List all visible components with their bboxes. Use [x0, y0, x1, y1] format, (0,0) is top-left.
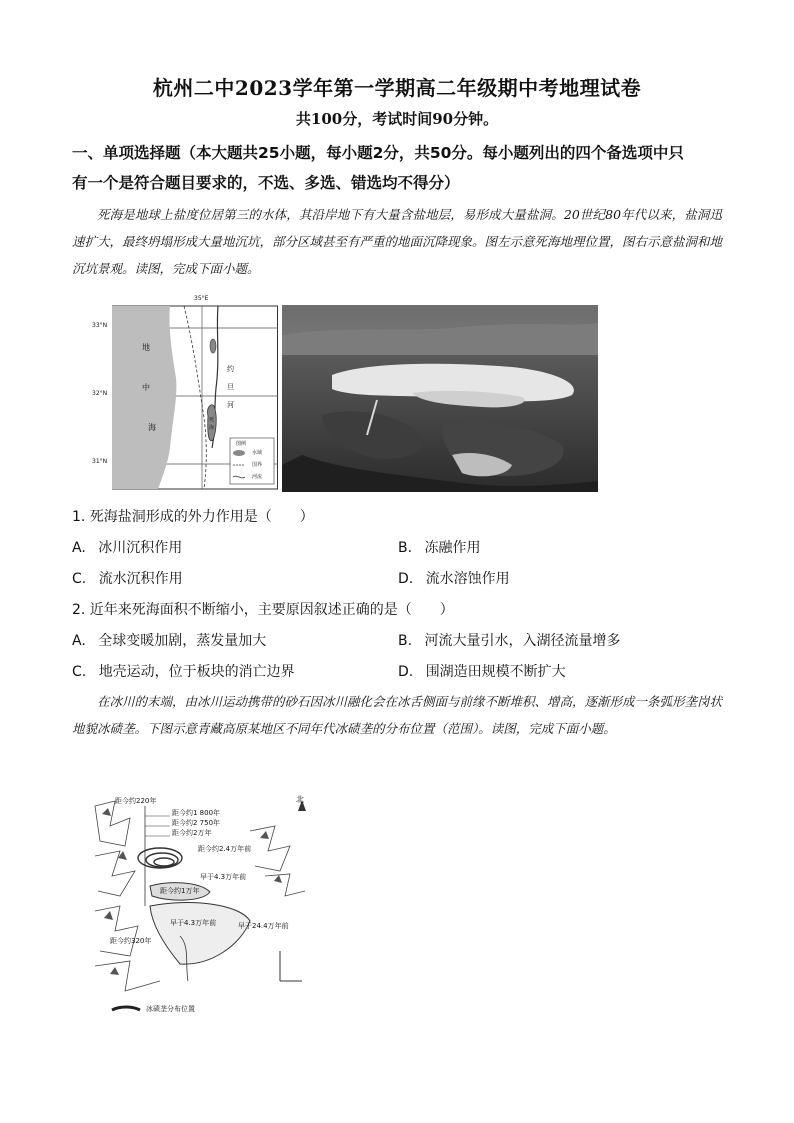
- legend-border: 国界: [252, 462, 263, 468]
- dead-sea-map: [92, 295, 278, 490]
- option-letter: A.: [72, 633, 86, 649]
- lat-label-31: 31°N: [92, 458, 108, 465]
- option-letter: C.: [72, 664, 87, 680]
- north-arrow-icon: 北: [296, 795, 304, 804]
- option-text: 流水溶蚀作用: [425, 571, 510, 587]
- moraine-label-1800: 距今约1 800年: [172, 809, 221, 817]
- lat-label-32: 32°N: [92, 390, 108, 397]
- section-heading-line1: 一、单项选择题（本大题共25小题，每小题2分，共50分。每小题列出的四个备选项中只: [72, 144, 684, 162]
- passage-dead-sea: 死海是地球上盐度位居第三的水体，其沿岸地下有大量含盐地层，易形成大量盐洞。20世纪80年代以来，盐洞迅速扩大，最终坍塌形成大量地沉坑，部分区域甚至有严重的地面沉降现象。图左示意死海地理位置，图右示意盐洞和地沉坑景观。读图，完成下面小题。: [72, 207, 723, 276]
- option-text: 河流大量引水，入湖径流量增多: [424, 633, 621, 649]
- country-label-3: 河: [227, 401, 234, 409]
- moraine-label-220: 距今约220年: [115, 797, 157, 805]
- option-letter: B.: [398, 633, 413, 649]
- q2-option-d[interactable]: [398, 661, 566, 681]
- sinkhole-photo: [282, 305, 598, 492]
- q1-option-d[interactable]: [398, 568, 510, 588]
- country-label-2: 旦: [227, 383, 234, 391]
- option-text: 地壳运动，位于板块的消亡边界: [98, 664, 295, 680]
- option-text: 冻融作用: [424, 540, 481, 556]
- q1-option-a[interactable]: [72, 537, 182, 557]
- legend-lake: 水域: [252, 450, 263, 456]
- exam-title: 杭州二中2023学年第一学期高二年级期中考地理试卷: [152, 76, 642, 100]
- option-text: 冰川沉积作用: [98, 540, 183, 556]
- q2-option-c[interactable]: [72, 661, 295, 681]
- moraine-legend: 冰碛垄分布位置: [146, 1005, 195, 1013]
- passage-moraine: 在冰川的末端，由冰川运动携带的砂石因冰川融化会在冰舌侧面与前缘不断堆积、增高，逐渐形成一条弧形垄岗状地貌冰碛垄。下图示意青藏高原某地区不同年代冰碛垄的分布位置（范围）。读图，完成下面小题。: [72, 694, 723, 736]
- q2-option-a[interactable]: [72, 630, 266, 650]
- sea-label-3: 海: [148, 423, 156, 432]
- question-2-stem: 2. 近年来死海面积不断缩小，主要原因叙述正确的是（ ）: [72, 602, 454, 618]
- legend-title: 图例: [236, 441, 247, 447]
- option-letter: C.: [72, 571, 87, 587]
- legend-river: 河流: [252, 474, 263, 480]
- moraine-label-2750: 距今约2 750年: [172, 819, 221, 827]
- section-heading: [72, 138, 722, 198]
- sea-label-1: 地: [142, 343, 150, 352]
- moraine-label-24000: 距今约2.4万年前: [198, 845, 252, 853]
- lat-label-33: 33°N: [92, 322, 108, 329]
- moraine-label-43000-b: 早于4.3万年前: [170, 919, 217, 927]
- q1-option-b[interactable]: [398, 537, 481, 557]
- moraine-label-10000: 距今约1万年: [160, 887, 200, 895]
- lon-label-35: 35°E: [194, 295, 209, 302]
- option-letter: B.: [398, 540, 413, 556]
- option-letter: A.: [72, 540, 86, 556]
- option-text: 流水沉积作用: [98, 571, 183, 587]
- option-text: 全球变暖加剧，蒸发量加大: [98, 633, 267, 649]
- question-1-stem: 1. 死海盐洞形成的外力作用是（ ）: [72, 509, 314, 525]
- q2-option-b[interactable]: [398, 630, 621, 650]
- option-text: 围湖造田规模不断扩大: [425, 664, 566, 680]
- exam-subtitle: 共100分，考试时间90分钟。: [295, 110, 499, 128]
- option-letter: D.: [398, 571, 414, 587]
- moraine-map: [90, 796, 330, 1018]
- deadsea-label-2: 海: [209, 425, 215, 431]
- deadsea-label-1: 死: [209, 417, 215, 423]
- moraine-label-320: 距今约320年: [110, 937, 152, 945]
- section-heading-line2: 有一个是符合题目要求的，不选、多选、错选均不得分）: [72, 174, 460, 192]
- country-label-1: 约: [227, 365, 234, 373]
- moraine-label-20000: 距今约2万年: [172, 829, 212, 837]
- moraine-label-244000: 早于24.4万年前: [238, 922, 289, 930]
- moraine-label-43000-a: 早于4.3万年前: [200, 873, 247, 881]
- option-letter: D.: [398, 664, 414, 680]
- q1-option-c[interactable]: [72, 568, 183, 588]
- sea-label-2: 中: [142, 383, 150, 392]
